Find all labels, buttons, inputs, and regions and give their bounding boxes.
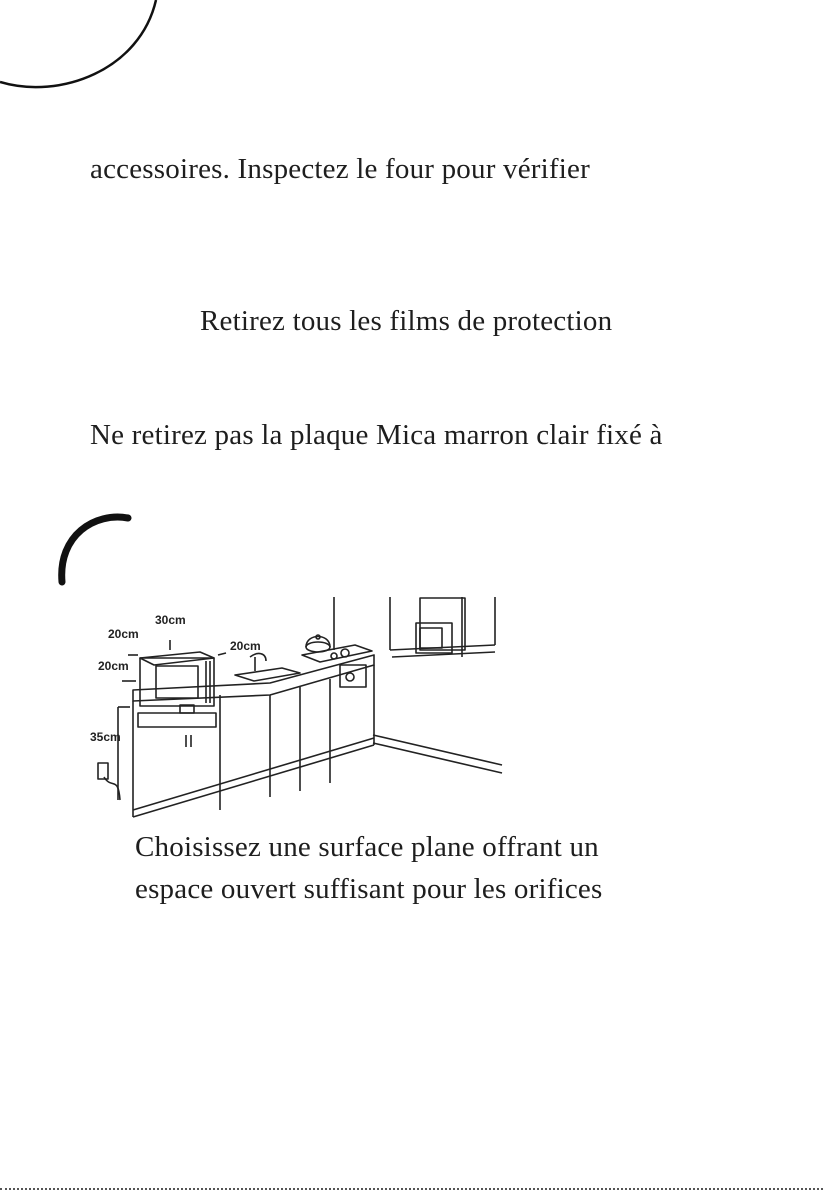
text-line-accessories: accessoires. Inspectez le four pour vérifier: [90, 153, 590, 185]
kitchen-drawing: [90, 595, 510, 820]
dim-label-left-upper: 20cm: [108, 627, 139, 641]
text-line-mica-plate: Ne retirez pas la plaque Mica marron clair fixé à: [90, 419, 663, 451]
text-line-choose-surface: Choisissez une surface plane offrant un: [135, 831, 599, 863]
installation-illustration: [90, 595, 510, 820]
section-corner-arc: [50, 510, 140, 590]
footer-dotted-rule: [0, 1188, 823, 1190]
dim-label-left-lower: 20cm: [98, 659, 129, 673]
text-line-remove-films: Retirez tous les films de protection: [200, 305, 613, 337]
dim-label-top: 30cm: [155, 613, 186, 627]
dim-label-right: 20cm: [230, 639, 261, 653]
top-corner-arc: [0, 0, 170, 100]
text-line-open-space: espace ouvert suffisant pour les orifices: [135, 873, 603, 905]
dim-label-height: 35cm: [90, 730, 121, 744]
